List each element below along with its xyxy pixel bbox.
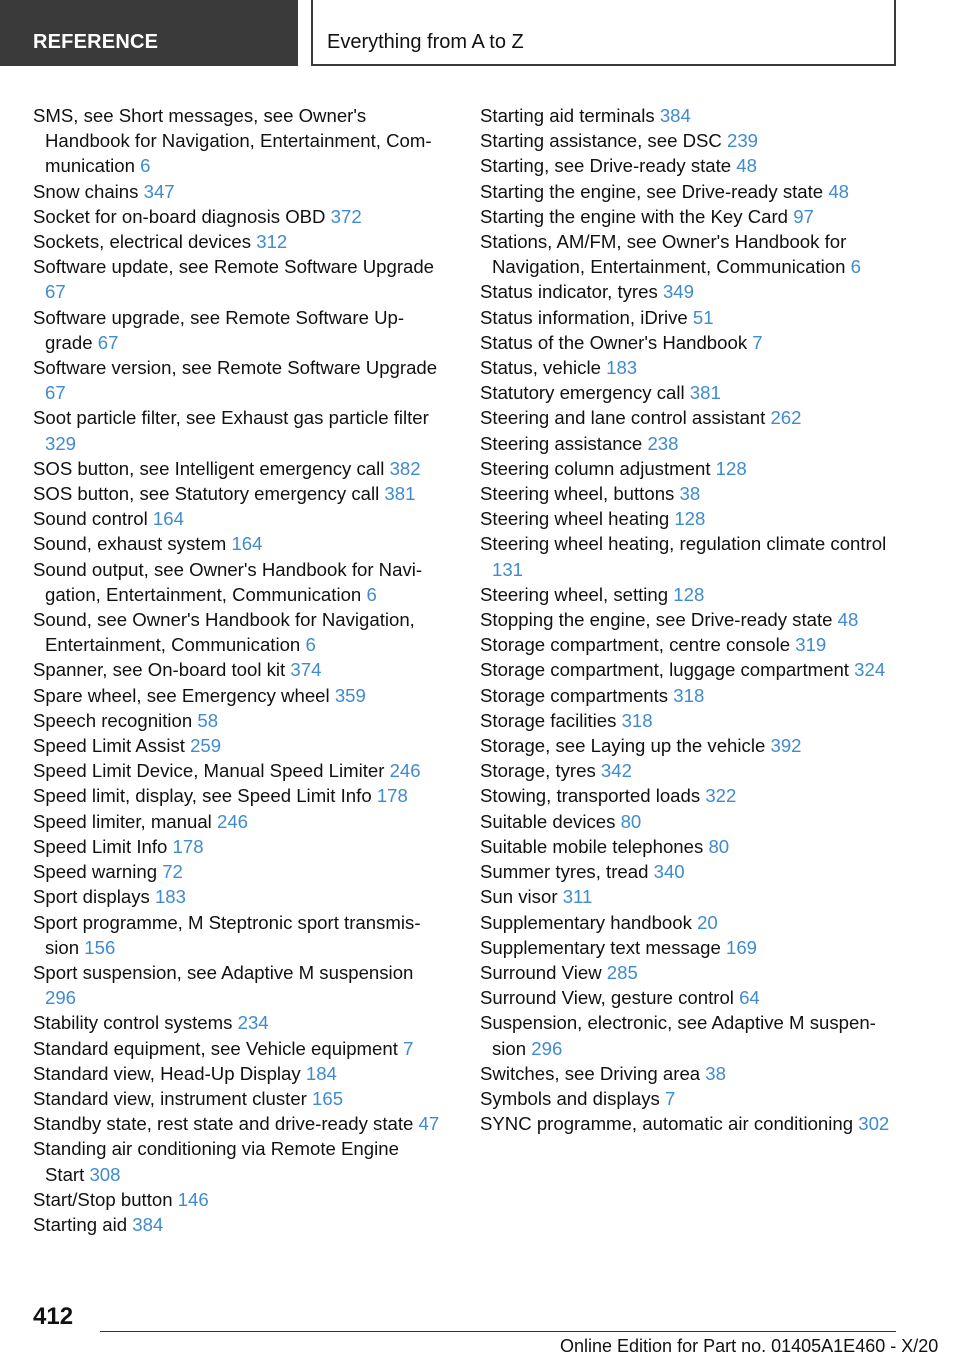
- index-entry: [33, 809, 443, 834]
- page-link[interactable]: 238: [647, 432, 679, 454]
- index-entry: [33, 1187, 443, 1212]
- page-link[interactable]: 67: [45, 382, 66, 404]
- index-entry: [33, 179, 443, 204]
- index-entry: [480, 128, 900, 153]
- index-entry: [33, 783, 443, 808]
- index-entry: [480, 683, 900, 708]
- index-entry-text: Stopping the engine, see Drive-ready state: [480, 609, 833, 631]
- index-entry: [33, 607, 443, 657]
- page-link[interactable]: 392: [770, 735, 802, 757]
- index-column-left: [33, 103, 443, 1237]
- index-entry: [480, 783, 900, 808]
- index-entry-text: Status of the Owner's Handbook: [480, 331, 748, 353]
- index-entry: [480, 809, 900, 834]
- page-link[interactable]: 38: [705, 1062, 726, 1084]
- index-entry: [480, 405, 900, 430]
- page-link[interactable]: 347: [143, 180, 175, 202]
- index-entry: [33, 254, 443, 304]
- index-entry-text: Symbols and displays: [480, 1087, 660, 1109]
- index-entry-text: Speed warning: [33, 861, 158, 883]
- index-entry: [480, 582, 900, 607]
- index-entry: [33, 758, 443, 783]
- page-link[interactable]: 384: [132, 1213, 164, 1235]
- index-entry: [480, 1111, 900, 1136]
- index-entry-text: SYNC programme, automatic air conditioning: [480, 1113, 854, 1135]
- index-entry-text: Software update, see Remote Software Upgrade: [33, 256, 435, 278]
- page-link[interactable]: 47: [418, 1113, 440, 1135]
- index-entry: [33, 305, 443, 355]
- page-link[interactable]: 80: [708, 835, 730, 857]
- page-link[interactable]: 128: [674, 508, 706, 530]
- index-entry: [480, 607, 900, 632]
- index-entry-text: Speed Limit Assist: [33, 735, 185, 757]
- index-entry: [33, 1111, 443, 1136]
- page-link[interactable]: 164: [231, 533, 263, 555]
- index-entry-text: Steering column adjustment: [480, 457, 711, 479]
- index-entry-text: Storage, tyres: [480, 760, 596, 782]
- page-link[interactable]: 6: [140, 155, 151, 177]
- index-entry: [480, 985, 900, 1010]
- index-entry-text: Steering wheel, buttons: [480, 483, 675, 505]
- index-entry-text: Starting the engine, see Drive-ready state: [480, 180, 824, 202]
- index-entry-text: Steering wheel heating, regulation climate control: [480, 533, 887, 555]
- index-entry-text: Sound output, see Owner's Handbook for Navigation, Entertainment, Communication: [33, 558, 423, 605]
- page-link[interactable]: 381: [689, 382, 721, 404]
- index-entry-text: Socket for on-board diagnosis OBD: [33, 205, 326, 227]
- index-entry-text: SOS button, see Intelligent emergency call: [33, 457, 385, 479]
- page-link[interactable]: 342: [600, 760, 632, 782]
- index-entry: [480, 632, 900, 657]
- index-entry: [480, 103, 900, 128]
- index-entry: [33, 355, 443, 405]
- index-entry: [33, 557, 443, 607]
- index-entry-text: Speed Limit Info: [33, 835, 168, 857]
- index-entry: [480, 531, 900, 581]
- index-entry-text: Steering and lane control assistant: [480, 407, 766, 429]
- page-link[interactable]: 20: [697, 911, 718, 933]
- edition-note: Online Edition for Part no. 01405A1E460 - X/20: [560, 1336, 939, 1356]
- index-entry-text: Supplementary text message: [480, 936, 721, 958]
- index-entry-text: Software version, see Remote Software Upgrade: [33, 357, 438, 379]
- page-link[interactable]: 262: [770, 407, 802, 429]
- index-entry: [33, 733, 443, 758]
- index-entry-text: SOS button, see Statutory emergency call: [33, 483, 380, 505]
- page-link[interactable]: 48: [736, 155, 757, 177]
- page-link[interactable]: 285: [606, 961, 638, 983]
- page-link[interactable]: 259: [190, 735, 222, 757]
- index-entry: [33, 481, 443, 506]
- index-entry: [480, 884, 900, 909]
- page-link[interactable]: 296: [45, 987, 77, 1009]
- page-link[interactable]: 72: [162, 861, 183, 883]
- index-entry: [33, 683, 443, 708]
- page-link[interactable]: 156: [84, 936, 116, 958]
- index-entry-text: Standby state, rest state and drive-ready state: [33, 1113, 414, 1135]
- index-entry: [480, 1010, 900, 1060]
- index-entry-text: Standard view, instrument cluster: [33, 1087, 307, 1109]
- page-link[interactable]: 169: [725, 936, 758, 958]
- index-entry-text: Sockets, electrical devices: [33, 231, 252, 253]
- page-link[interactable]: 311: [562, 886, 593, 908]
- page-link[interactable]: 372: [330, 205, 362, 227]
- index-entry-text: Surround View: [480, 961, 602, 983]
- index-entry-text: Storage compartment, centre console: [480, 634, 791, 656]
- index-entry-text: Starting aid terminals: [480, 105, 655, 126]
- page-link[interactable]: 178: [172, 835, 204, 857]
- index-entry: [480, 506, 900, 531]
- page-link[interactable]: 48: [837, 609, 859, 631]
- page-link[interactable]: 381: [384, 483, 416, 505]
- index-entry-text: Sun visor: [480, 886, 558, 908]
- page-link[interactable]: 7: [752, 331, 763, 353]
- page-link[interactable]: 382: [389, 457, 421, 479]
- index-entry: [480, 708, 900, 733]
- page-link[interactable]: 312: [256, 231, 288, 253]
- page-link[interactable]: 234: [237, 1012, 269, 1034]
- index-entry: [480, 481, 900, 506]
- index-entry: [33, 708, 443, 733]
- page-link[interactable]: 308: [89, 1163, 121, 1185]
- page-link[interactable]: 183: [606, 357, 638, 379]
- index-entry: [480, 960, 900, 985]
- index-entry-text: Switches, see Driving area: [480, 1062, 701, 1084]
- index-entry-text: Status indicator, tyres: [480, 281, 658, 303]
- index-entry-text: Storage compartments: [480, 684, 669, 706]
- index-entry: [480, 657, 900, 682]
- page-link[interactable]: 38: [679, 483, 701, 505]
- page-link[interactable]: 374: [290, 659, 322, 681]
- index-entry-text: Starting the engine with the Key Card: [480, 205, 789, 227]
- index-entry: [480, 834, 900, 859]
- chapter-title: Everything from A to Z: [311, 0, 896, 66]
- page-link[interactable]: 67: [97, 331, 119, 353]
- page-link[interactable]: 322: [705, 785, 737, 807]
- index-entry: [33, 103, 443, 179]
- index-entry: [480, 1061, 900, 1086]
- index-entry: [33, 884, 443, 909]
- page-link[interactable]: 246: [216, 810, 249, 832]
- index-entry: [480, 1086, 900, 1111]
- page-link[interactable]: 67: [45, 281, 66, 303]
- page-link[interactable]: 296: [531, 1037, 563, 1059]
- index-entry: [480, 305, 900, 330]
- index-entry: [480, 330, 900, 355]
- index-entry-text: Starting, see Drive-ready state: [480, 155, 732, 177]
- index-entry: [480, 859, 900, 884]
- index-entry: [33, 657, 443, 682]
- section-label: REFERENCE: [0, 0, 298, 66]
- index-entry-text: Start/Stop button: [33, 1188, 173, 1210]
- index-entry-text: Storage facilities: [480, 709, 617, 731]
- index-entry-text: Steering wheel heating: [480, 508, 670, 530]
- page-link[interactable]: 6: [305, 634, 316, 656]
- index-entry: [33, 506, 443, 531]
- page-link[interactable]: 6: [850, 256, 861, 278]
- index-entry: [480, 758, 900, 783]
- index-entry: [480, 910, 900, 935]
- index-entry: [480, 153, 900, 178]
- index-entry-text: Suitable mobile telephones: [480, 835, 704, 857]
- index-entry-text: Steering wheel, setting: [480, 583, 669, 605]
- index-entry-text: Stability control systems: [33, 1012, 233, 1034]
- page-link[interactable]: 239: [727, 130, 759, 152]
- page-link[interactable]: 128: [715, 457, 747, 479]
- index-entry-text: Standard view, Head-Up Display: [33, 1062, 301, 1084]
- page-link[interactable]: 318: [621, 709, 653, 731]
- index-entry-text: Speed Limit Device, Manual Speed Limiter: [33, 760, 385, 782]
- index-entry-text: Sport programme, M Steptronic sport transmission: [33, 911, 421, 958]
- page-link[interactable]: 6: [366, 583, 377, 605]
- index-entry: [33, 1010, 443, 1035]
- page-link[interactable]: 64: [739, 987, 760, 1009]
- index-entry: [33, 204, 443, 229]
- index-entry-text: Storage compartment, luggage compartment: [480, 659, 849, 681]
- index-entry-text: Status, vehicle: [480, 357, 601, 379]
- index-entry-text: SMS, see Short messages, see Owner's Handbook for Navigation, Entertainment, Communication: [33, 105, 432, 177]
- index-column-right: [480, 103, 900, 1136]
- index-entry: [480, 935, 900, 960]
- index-entry: [33, 531, 443, 556]
- index-entry: [480, 380, 900, 405]
- index-entry-text: Status information, iDrive: [480, 306, 688, 328]
- index-entry-text: Suitable devices: [480, 810, 616, 832]
- index-entry: [480, 204, 900, 229]
- index-entry-text: Spanner, see On-board tool kit: [33, 659, 286, 681]
- index-entry-text: Statutory emergency call: [480, 382, 685, 404]
- page-link[interactable]: 183: [154, 886, 186, 908]
- page-header: [0, 0, 960, 66]
- index-entry-text: Sport displays: [33, 886, 150, 908]
- index-entry: [33, 910, 443, 960]
- index-entry: [33, 1036, 443, 1061]
- index-entry-text: Standard equipment, see Vehicle equipment: [33, 1037, 398, 1059]
- page-link[interactable]: 246: [389, 760, 421, 782]
- index-entry: [480, 179, 900, 204]
- index-entry-text: Suspension, electronic, see Adaptive M suspension: [480, 1012, 876, 1059]
- index-entry-text: Steering assistance: [480, 432, 643, 454]
- footer-divider: [100, 1331, 896, 1332]
- page-link[interactable]: 7: [403, 1037, 414, 1059]
- index-entry: [33, 960, 443, 1010]
- index-entry: [33, 1086, 443, 1111]
- page-link[interactable]: 359: [334, 684, 366, 706]
- index-entry-text: Software upgrade, see Remote Software Upgrade: [33, 306, 405, 353]
- index-entry-text: Speech recognition: [33, 709, 193, 731]
- index-entry: [33, 456, 443, 481]
- index-entry-text: Speed limiter, manual: [33, 810, 212, 832]
- index-entry-text: Starting assistance, see DSC: [480, 130, 722, 152]
- index-entry: [480, 229, 900, 279]
- page-link[interactable]: 58: [197, 709, 219, 731]
- index-entry: [480, 431, 900, 456]
- page-number: 412: [33, 1303, 74, 1330]
- index-entry-text: Supplementary handbook: [480, 911, 692, 933]
- index-entry-text: Stations, AM/FM, see Owner's Handbook for Navigation, Entertainment, Communication: [480, 231, 847, 278]
- index-entry: [33, 834, 443, 859]
- page-link[interactable]: 128: [673, 583, 705, 605]
- index-entry-text: Speed limit, display, see Speed Limit Info: [33, 785, 372, 807]
- page-link[interactable]: 131: [492, 558, 524, 580]
- index-entry: [33, 1061, 443, 1086]
- page-link[interactable]: 48: [828, 180, 849, 202]
- index-entry-text: Summer tyres, tread: [480, 861, 649, 883]
- index-entry-text: Surround View, gesture control: [480, 987, 734, 1009]
- page-link[interactable]: 80: [620, 810, 642, 832]
- page-link[interactable]: 324: [854, 659, 886, 681]
- index-entry: [480, 456, 900, 481]
- page-link[interactable]: 97: [793, 205, 814, 227]
- page-link[interactable]: 165: [312, 1087, 344, 1109]
- index-entry: [33, 229, 443, 254]
- page-link[interactable]: 318: [673, 684, 705, 706]
- page-link[interactable]: 340: [653, 861, 685, 883]
- page-link[interactable]: 329: [45, 432, 77, 454]
- index-entry-text: Soot particle filter, see Exhaust gas particle filter: [33, 407, 429, 429]
- index-entry-text: Sound, see Owner's Handbook for Navigation, Entertainment, Communication: [33, 609, 415, 656]
- page-link[interactable]: 7: [665, 1087, 676, 1109]
- page-link[interactable]: 384: [659, 105, 691, 126]
- index-entry-text: Standing air conditioning via Remote Engine Start: [33, 1138, 399, 1185]
- index-entry: [480, 279, 900, 304]
- index-entry: [480, 733, 900, 758]
- page-link[interactable]: 164: [152, 508, 184, 530]
- page-link[interactable]: 184: [305, 1062, 337, 1084]
- index-entry: [480, 355, 900, 380]
- page-link[interactable]: 319: [795, 634, 827, 656]
- page-link[interactable]: 349: [662, 281, 694, 303]
- index-entry-text: Starting aid: [33, 1213, 128, 1235]
- index-entry: [33, 405, 443, 455]
- index-entry: [33, 1212, 443, 1237]
- index-entry-text: Snow chains: [33, 180, 139, 202]
- index-entry: [33, 1136, 443, 1186]
- index-entry-text: Storage, see Laying up the vehicle: [480, 735, 766, 757]
- page-link[interactable]: 51: [692, 306, 714, 328]
- page-link[interactable]: 146: [177, 1188, 209, 1210]
- index-entry-text: Stowing, transported loads: [480, 785, 701, 807]
- index-entry: [33, 859, 443, 884]
- page-link[interactable]: 302: [858, 1113, 890, 1135]
- index-entry-text: Sound, exhaust system: [33, 533, 227, 555]
- page-link[interactable]: 178: [376, 785, 408, 807]
- index-entry-text: Sport suspension, see Adaptive M suspension: [33, 961, 414, 983]
- index-entry-text: Sound control: [33, 508, 148, 530]
- index-entry-text: Spare wheel, see Emergency wheel: [33, 684, 330, 706]
